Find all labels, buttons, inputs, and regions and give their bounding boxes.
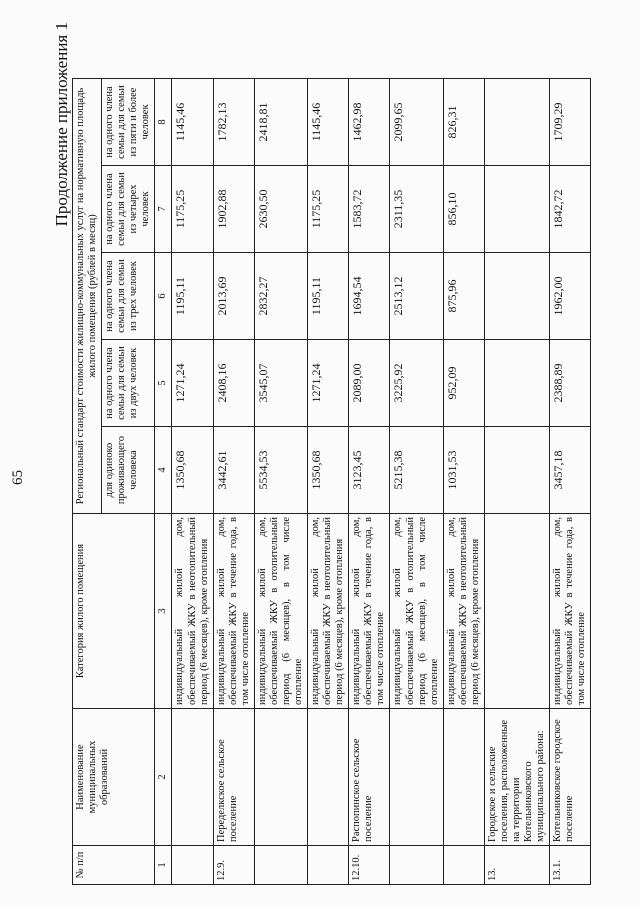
header-standard: Региональный стандарт стоимости жилищно-коммунальных услуг на нормативную площадь жилого помещения (рублей в месяц) <box>73 79 102 514</box>
municipality-name <box>390 709 443 846</box>
table-body <box>172 79 591 885</box>
standard-value: 1350,68 <box>308 427 349 514</box>
table-row <box>349 79 390 885</box>
col-number: 4 <box>155 427 172 514</box>
standard-value <box>484 253 549 340</box>
standard-value: 2408,16 <box>213 340 254 427</box>
row-number <box>390 846 443 885</box>
header-name: Наименование муниципальных образований <box>73 709 155 846</box>
standard-value: 1195,11 <box>172 253 213 340</box>
table-row <box>443 79 484 885</box>
row-number <box>172 846 213 885</box>
standard-value: 1694,54 <box>349 253 390 340</box>
housing-category: индивидуальный жилой дом, обеспечиваемый ЖКУ в неотопительный период (6 месяцев), кроме отопления <box>172 514 213 709</box>
municipality-name: Городское и сельские поселения, расположенные на территории Котельниковского муниципального района: <box>484 709 549 846</box>
standard-value: 3442,61 <box>213 427 254 514</box>
subheader-1: для одиноко проживающего человека <box>102 427 155 514</box>
row-number <box>308 846 349 885</box>
housing-category: индивидуальный жилой дом, обеспечиваемый ЖКУ в течение года, в том числе отопление <box>550 514 591 709</box>
standard-value: 3225,92 <box>390 340 443 427</box>
standard-value: 1583,72 <box>349 166 390 253</box>
row-number: 12.10. <box>349 846 390 885</box>
standard-value <box>484 427 549 514</box>
row-number: 13. <box>484 846 549 885</box>
table-row <box>550 79 591 885</box>
standard-value: 5215,38 <box>390 427 443 514</box>
header-row <box>73 79 102 885</box>
standard-value: 2013,69 <box>213 253 254 340</box>
standard-value: 1462,98 <box>349 79 390 166</box>
col-number: 2 <box>155 709 172 846</box>
standard-value: 1782,13 <box>213 79 254 166</box>
housing-category: индивидуальный жилой дом, обеспечиваемый ЖКУ в течение года, в том числе отопление <box>213 514 254 709</box>
standard-value: 826,31 <box>443 79 484 166</box>
housing-category <box>484 514 549 709</box>
subheader-3: на одного члена семьи для семьи из трех человек <box>102 253 155 340</box>
municipality-name <box>308 709 349 846</box>
municipality-name <box>172 709 213 846</box>
standard-value: 875,96 <box>443 253 484 340</box>
page-number: 65 <box>10 470 26 485</box>
table-row <box>254 79 307 885</box>
standard-value <box>484 340 549 427</box>
row-number <box>254 846 307 885</box>
housing-category: индивидуальный жилой дом, обеспечиваемый ЖКУ в неотопительный период (6 месяцев), кроме отопления <box>443 514 484 709</box>
standard-table <box>72 78 591 885</box>
standard-value: 2388,89 <box>550 340 591 427</box>
standard-value: 3123,45 <box>349 427 390 514</box>
standard-value: 3457,18 <box>550 427 591 514</box>
standard-value: 1842,72 <box>550 166 591 253</box>
standard-value: 2089,00 <box>349 340 390 427</box>
standard-value: 1962,00 <box>550 253 591 340</box>
standard-value: 2832,27 <box>254 253 307 340</box>
table-row <box>172 79 213 885</box>
subheader-2: на одного члена семьи для семьи из двух человек <box>102 340 155 427</box>
col-number: 1 <box>155 846 172 885</box>
standard-value: 952,09 <box>443 340 484 427</box>
row-number: 13.1. <box>550 846 591 885</box>
table-row <box>308 79 349 885</box>
standard-value: 1902,88 <box>213 166 254 253</box>
standard-value: 1145,46 <box>308 79 349 166</box>
col-number: 5 <box>155 340 172 427</box>
standard-value: 5534,53 <box>254 427 307 514</box>
table-row <box>390 79 443 885</box>
housing-category: индивидуальный жилой дом, обеспечиваемый ЖКУ в отопительный период (6 месяцев), в том числе отопление <box>254 514 307 709</box>
standard-value: 2513,12 <box>390 253 443 340</box>
standard-value: 2311,35 <box>390 166 443 253</box>
col-number: 8 <box>155 79 172 166</box>
table-row <box>213 79 254 885</box>
table-row <box>484 79 549 885</box>
standard-value: 856,10 <box>443 166 484 253</box>
housing-category: индивидуальный жилой дом, обеспечиваемый ЖКУ в течение года, в том числе отопление <box>349 514 390 709</box>
standard-value: 1271,24 <box>308 340 349 427</box>
standard-value: 1175,25 <box>172 166 213 253</box>
standard-value: 2099,65 <box>390 79 443 166</box>
housing-category: индивидуальный жилой дом, обеспечиваемый ЖКУ в отопительный период (6 месяцев), в том числе отопление <box>390 514 443 709</box>
standard-value <box>484 79 549 166</box>
col-number: 6 <box>155 253 172 340</box>
standard-value: 1195,11 <box>308 253 349 340</box>
standard-value: 2418,81 <box>254 79 307 166</box>
municipality-name: Котельниковское городское поселение <box>550 709 591 846</box>
municipality-name: Переделкское сельское поселение <box>213 709 254 846</box>
standard-value: 1175,25 <box>308 166 349 253</box>
column-numbers-row <box>155 79 172 885</box>
municipality-name <box>254 709 307 846</box>
standard-value: 1031,53 <box>443 427 484 514</box>
col-number: 7 <box>155 166 172 253</box>
standard-value: 1145,46 <box>172 79 213 166</box>
housing-category: индивидуальный жилой дом, обеспечиваемый ЖКУ в неотопительный период (6 месяцев), кроме отопления <box>308 514 349 709</box>
row-number <box>443 846 484 885</box>
standard-value <box>484 166 549 253</box>
header-category: Категория жилого помещения <box>73 514 155 709</box>
standard-value: 1350,68 <box>172 427 213 514</box>
continuation-label: Продолжение приложения 1 <box>52 22 71 227</box>
header-num: № п/п <box>73 846 155 885</box>
standard-value: 1709,29 <box>550 79 591 166</box>
standard-value: 3545,07 <box>254 340 307 427</box>
municipality-name: Распопинское сельское поселение <box>349 709 390 846</box>
municipality-name <box>443 709 484 846</box>
standard-value: 1271,24 <box>172 340 213 427</box>
subheader-5: на одного члена семьи для семьи из пяти и более человек <box>102 79 155 166</box>
subheader-4: на одного члена семьи для семьи из четырех человек <box>102 166 155 253</box>
standard-value: 2630,50 <box>254 166 307 253</box>
row-number: 12.9. <box>213 846 254 885</box>
col-number: 3 <box>155 514 172 709</box>
